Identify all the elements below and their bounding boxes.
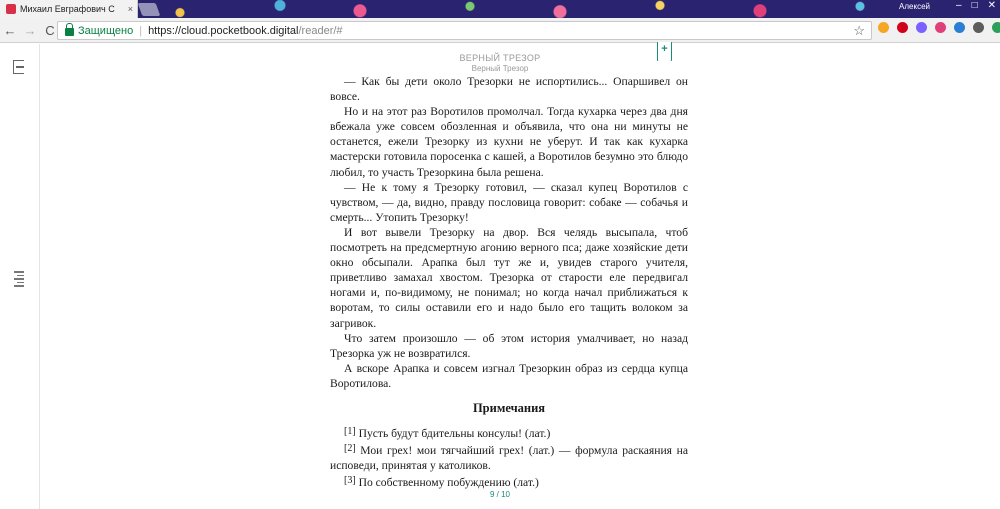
notes-heading: Примечания (472, 400, 546, 415)
book-title: ВЕРНЫЙ ТРЕЗОР (459, 53, 541, 63)
url-separator: | (139, 24, 143, 37)
tab-close-icon[interactable]: × (127, 4, 133, 14)
extension-icon[interactable] (878, 22, 889, 33)
extension-icon[interactable] (954, 22, 965, 33)
browser-toolbar (0, 18, 1000, 43)
lock-icon (65, 28, 74, 36)
window-controls (956, 0, 996, 11)
forward-button[interactable]: → (23, 22, 37, 38)
paragraph: — Не к тому я Трезорку готовил, — сказал купец Воротилов с чувством, — да, видно, правду пословица говорит: собаке — собачья и смерть... Утопить Трезорку! (330, 180, 688, 224)
url-path: /reader/# (298, 24, 343, 37)
reader-sidebar (0, 44, 40, 509)
note-text: По собственному побуждению (лат.) (355, 476, 539, 490)
chapter-title: Верный Трезор (471, 64, 529, 73)
note-item (330, 441, 688, 473)
note-item (330, 473, 688, 490)
paragraph: Но и на этот раз Воротилов промолчал. Тогда кухарка через два дня вбежала уже совсем обозленная и объявила, что она ни минуты не останется, ежели Трезорку из кухни не уберут. И так как кухарка мастерски готовила поросенка с кашей, а Воротилов безумно это блюдо любил, то участь Трезоркина была решена. (330, 105, 688, 179)
reload-button[interactable]: C (45, 22, 55, 38)
bookmark-star-icon[interactable]: ☆ (853, 23, 865, 38)
note-mark[interactable]: [1] (344, 426, 356, 438)
extension-icon[interactable] (897, 22, 908, 33)
back-button[interactable]: ← (3, 22, 17, 38)
add-bookmark-button[interactable]: + (661, 43, 668, 55)
extension-icon[interactable] (992, 22, 1000, 33)
note-text: Пусть будут бдительны консулы! (лат.) (355, 427, 551, 441)
minimize-button[interactable]: – (956, 0, 962, 11)
profile-name[interactable]: Алексей (899, 2, 930, 11)
new-tab-button[interactable] (138, 3, 161, 16)
paragraph: — Как бы дети около Трезорки не испортились... Опаршивел он вовсе. (330, 75, 688, 104)
extension-icon[interactable] (916, 22, 927, 33)
address-bar[interactable] (57, 21, 872, 40)
extension-icon[interactable] (973, 22, 984, 33)
page-text (330, 74, 688, 490)
title-bar (0, 0, 1000, 18)
note-item (330, 424, 688, 441)
page-indicator: 9 / 10 (489, 490, 510, 499)
tab-title: Михаил Евграфович С (20, 4, 115, 14)
url-host: https://cloud.pocketbook.digital (148, 24, 299, 37)
note-mark[interactable]: [2] (344, 443, 356, 455)
secure-label: Защищено (78, 24, 134, 37)
maximize-button[interactable]: □ (971, 0, 978, 11)
table-of-contents-icon[interactable] (14, 271, 24, 289)
paragraph: А вскоре Арапка и совсем изгнал Трезоркин образ из сердца купца Воротилова. (330, 361, 688, 390)
note-mark[interactable]: [3] (344, 475, 356, 487)
paragraph: Что затем произошло — об этом история умалчивает, но назад Трезорка уж не возвратился. (330, 331, 688, 360)
tab-favicon-icon (6, 4, 16, 14)
browser-tab[interactable] (0, 0, 138, 18)
close-window-button[interactable]: ✕ (987, 0, 996, 11)
extension-icons (878, 22, 1000, 33)
paragraph: И вот вывели Трезорку на двор. Вся челядь высыпала, чтоб посмотреть на предсмертную агонию верного пса; даже хозяйские дети окно обсыпали. Арапка был тут же и, увидев старого учителя, приветливо замахал хвостом. Трезорка от старости еле передвигал ногами и, по-видимому, не понимал; но когда начал приближаться к воротам, то силы оставили его и надо было его тащить волоком за загривок. (330, 225, 688, 330)
note-text: Мои грех! мои тягчайший грех! (лат.) — формула раскаяния на исповеди, принятая у католиков. (330, 444, 688, 473)
extension-icon[interactable] (935, 22, 946, 33)
exit-reader-icon[interactable] (13, 60, 24, 74)
